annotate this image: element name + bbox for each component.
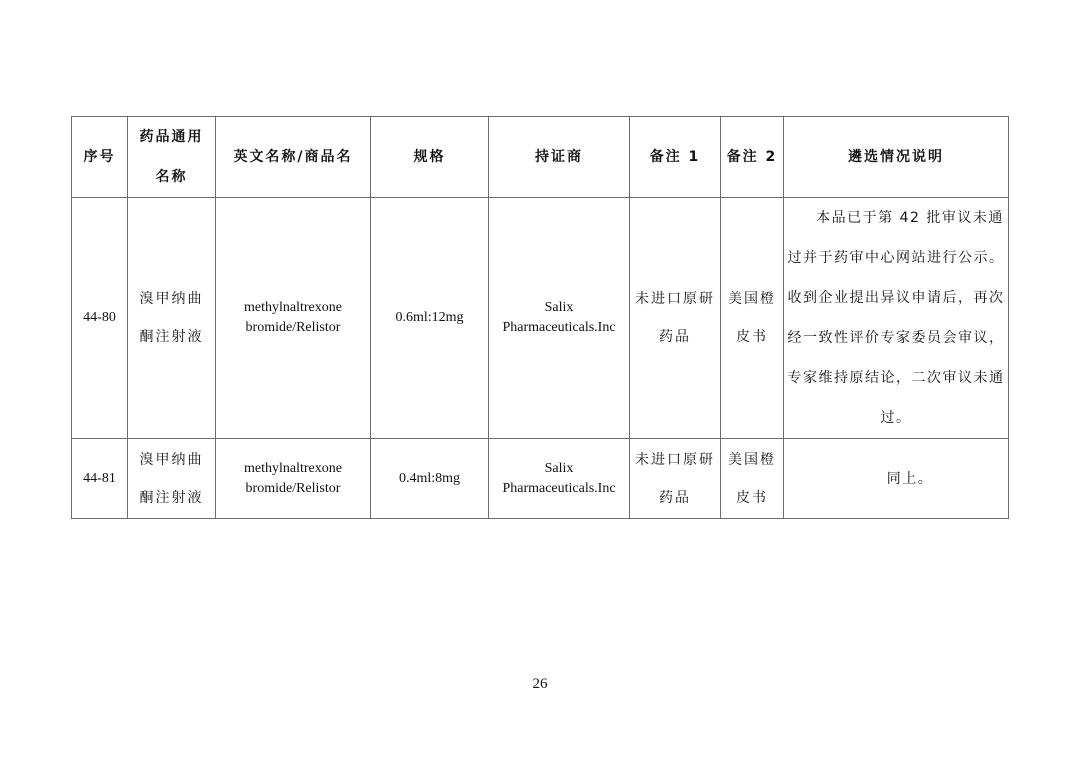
generic-name-line2: 酮注射液: [139, 489, 204, 506]
generic-name-line1: 溴甲纳曲: [139, 291, 204, 307]
holder-line2: Pharmaceuticals.Inc: [502, 320, 616, 335]
holder-line1: Salix: [544, 300, 574, 315]
english-name-line2: bromide/Relistor: [245, 480, 341, 496]
cell-spec: 0.6ml:12mg: [371, 198, 489, 439]
header-note1: 备注 1: [630, 117, 721, 198]
cell-spec: 0.4ml:8mg: [371, 439, 489, 519]
cell-note1: [630, 198, 721, 439]
cell-note1: [630, 439, 721, 519]
english-name-line1: methylnaltrexone: [244, 300, 342, 315]
drug-table: [71, 116, 1009, 519]
header-spec: 规格: [371, 117, 489, 198]
english-name-line2: bromide/Relistor: [245, 320, 341, 335]
header-selection-note: 遴选情况说明: [784, 117, 1009, 198]
note1-line1: 未进口原研: [635, 451, 715, 468]
cell-english-name: [216, 198, 371, 439]
header-seq: 序号: [72, 117, 128, 198]
header-generic-name-line2: 名称: [155, 169, 188, 185]
cell-generic-name: [128, 439, 216, 519]
cell-note2: [721, 439, 784, 519]
cell-seq: 44-81: [72, 439, 128, 519]
note1-line1: 未进口原研: [635, 291, 715, 307]
english-name-line1: methylnaltrexone: [244, 460, 342, 476]
header-generic-name-line1: 药品通用: [139, 129, 204, 145]
cell-generic-name: [128, 198, 216, 439]
holder-line2: Pharmaceuticals.Inc: [502, 480, 616, 496]
cell-english-name: [216, 439, 371, 519]
note2-line1: 美国橙: [728, 291, 776, 307]
header-note2: 备注 2: [721, 117, 784, 198]
cell-selection-note: [784, 439, 1009, 519]
cell-selection-note: [784, 198, 1009, 439]
cell-holder: [489, 198, 630, 439]
selection-note-text: 本品已于第 42 批审议未通过并于药审中心网站进行公示。收到企业提出异议申请后，再次经一致性评价专家委员会审议，专家维持原结论，二次审议未通过。: [787, 210, 1005, 426]
cell-seq: 44-80: [72, 198, 128, 439]
holder-line1: Salix: [544, 460, 574, 476]
generic-name-line1: 溴甲纳曲: [139, 451, 204, 468]
header-english-name: 英文名称/商品名: [216, 117, 371, 198]
cell-holder: [489, 439, 630, 519]
note1-line2: 药品: [659, 489, 691, 506]
selection-note-text: 同上。: [886, 470, 934, 487]
table-header-row: [72, 117, 1009, 198]
note1-line2: 药品: [659, 329, 691, 345]
note2-line2: 皮书: [736, 329, 768, 345]
table-row: [72, 198, 1009, 439]
header-generic-name: [128, 117, 216, 198]
page-number: 26: [532, 676, 548, 692]
table-row: [72, 439, 1009, 519]
cell-note2: [721, 198, 784, 439]
generic-name-line2: 酮注射液: [139, 329, 204, 345]
header-holder: 持证商: [489, 117, 630, 198]
note2-line2: 皮书: [736, 489, 768, 506]
note2-line1: 美国橙: [728, 451, 776, 468]
